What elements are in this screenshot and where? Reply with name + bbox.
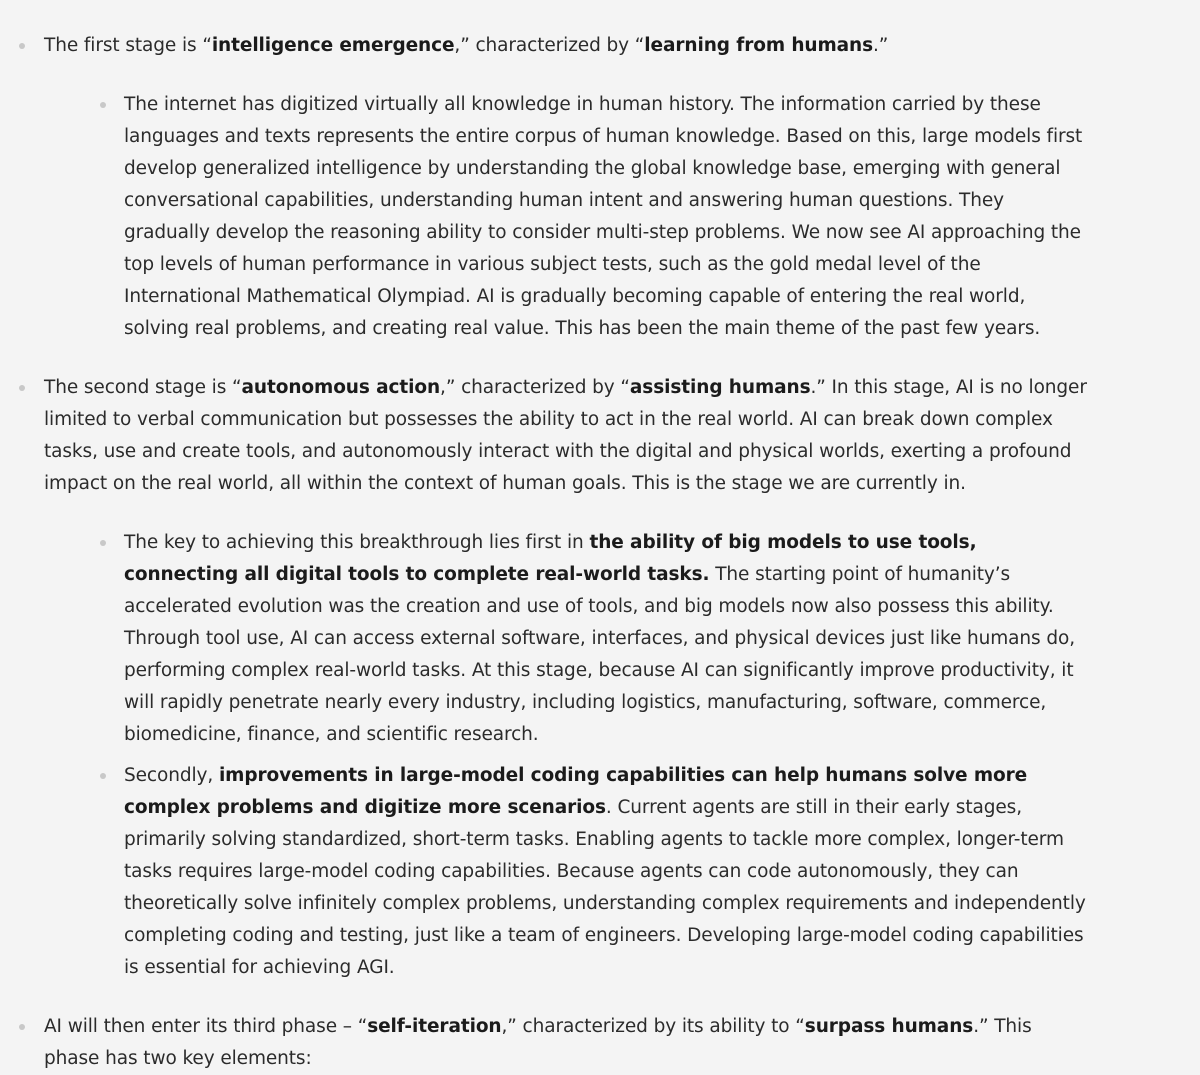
list-item-stage-3 [0, 1011, 1090, 1075]
list-item-stage-1 [0, 30, 1090, 345]
document-body [0, 30, 1090, 1075]
list-item-stage-1-detail [44, 89, 1090, 345]
stage-3-name: self-iteration [367, 1016, 502, 1037]
stage-3-text: AI will then enter its third phase – “self-iteration,” characterized by its ability to “surpass humans.” This phase has two key elements: [44, 1016, 1032, 1069]
stage-1-name: intelligence emergence [211, 35, 455, 56]
tool-use-text: The key to achieving this breakthrough lies first in the ability of big models to use tools, connecting all digital tools to complete real-world tasks. The starting point of humanity’s accelerated evolution was the creation and use of tools, and big models now also possess this ability. Through tool use, AI can access external software, interfaces, and physical devices just like humans do, performing complex real-world tasks. At this stage, because AI can significantly improve productivity, it will rapidly penetrate nearly every industry, including logistics, manufacturing, software, commerce, biomedicine, finance, and scientific research. [124, 532, 1076, 745]
stage-2-text: The second stage is “autonomous action,” characterized by “assisting humans.” In this stage, AI is no longer limited to verbal communication but possesses the ability to act in the real world. AI can break down complex tasks, use and create tools, and autonomously interact with the digital and physical worlds, exerting a profound impact on the real world, all within the context of human goals. This is the stage we are currently in. [44, 377, 1087, 494]
tool-use-highlight: the ability of big models to use tools, connecting all digital tools to complete real-world tasks. [124, 532, 977, 585]
stage-2-sublist [44, 527, 1090, 984]
stage-1-characteristic: learning from humans [644, 35, 874, 56]
list-item-tool-use [44, 527, 1090, 751]
list-item-stage-2 [0, 372, 1090, 984]
bullet-dot [19, 43, 25, 49]
stage-list [0, 30, 1090, 1075]
stage-1-sublist [44, 89, 1090, 345]
stage-1-text: The first stage is “intelligence emergence,” characterized by “learning from humans.” [44, 35, 889, 56]
stage-2-characteristic: assisting humans [629, 377, 811, 398]
bullet-dot [19, 385, 25, 391]
bullet-dot [100, 773, 106, 779]
bullet-dot [100, 540, 106, 546]
coding-text: Secondly, improvements in large-model coding capabilities can help humans solve more complex problems and digitize more scenarios. Current agents are still in their early stages, primarily solving standardized, short-term tasks. Enabling agents to tackle more complex, longer-term tasks requires large-model coding capabilities. Because agents can code autonomously, they can theoretically solve infinitely complex problems, understanding complex requirements and independently completing coding and testing, just like a team of engineers. Developing large-model coding capabilities is essential for achieving AGI. [124, 765, 1086, 978]
stage-1-detail-text: The internet has digitized virtually all knowledge in human history. The information carried by these languages and texts represents the entire corpus of human knowledge. Based on this, large models first develop generalized intelligence by understanding the global knowledge base, emerging with general conversational capabilities, understanding human intent and answering human questions. They gradually develop the reasoning ability to consider multi-step problems. We now see AI approaching the top levels of human performance in various subject tests, such as the gold medal level of the International Mathematical Olympiad. AI is gradually becoming capable of entering the real world, solving real problems, and creating real value. This has been the main theme of the past few years. [124, 94, 1083, 339]
stage-2-name: autonomous action [241, 377, 441, 398]
stage-3-characteristic: surpass humans [804, 1016, 974, 1037]
bullet-dot [19, 1024, 25, 1030]
bullet-dot [100, 102, 106, 108]
list-item-coding [44, 760, 1090, 984]
coding-highlight: improvements in large-model coding capabilities can help humans solve more complex problems and digitize more scenarios [124, 765, 1028, 818]
